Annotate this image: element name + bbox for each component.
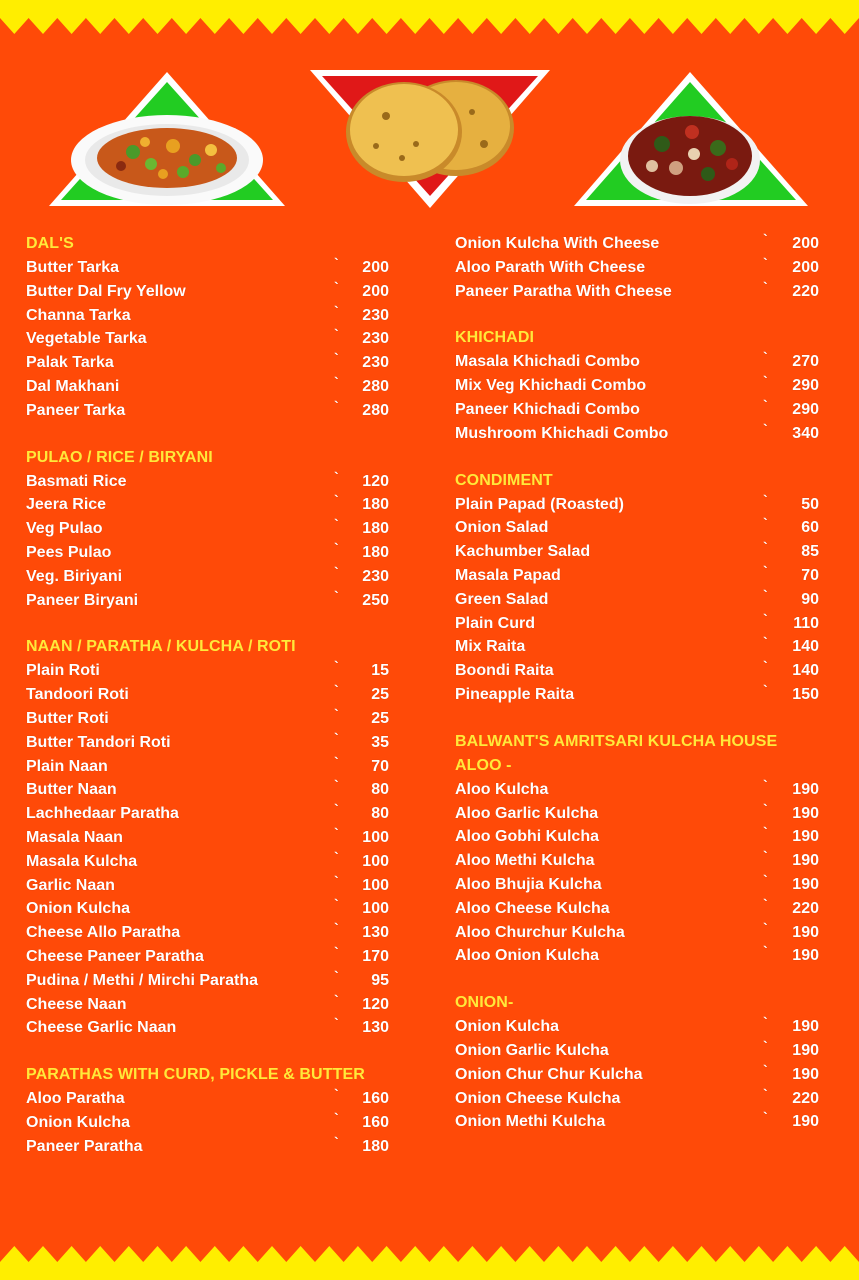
rupee-mark-icon: ` (334, 302, 339, 319)
rupee-mark-icon: ` (763, 396, 768, 413)
menu-item-name: Onion Chur Chur Kulcha (455, 1065, 643, 1083)
menu-item (455, 588, 835, 612)
menu-item-price: 180 (362, 496, 389, 514)
menu-item (26, 280, 406, 304)
menu-item-price: 190 (792, 852, 819, 870)
menu-item-price: 190 (792, 875, 819, 893)
menu-item-name: Aloo Cheese Kulcha (455, 899, 610, 917)
rupee-mark-icon: ` (334, 1086, 339, 1103)
menu-item-price: 140 (792, 662, 819, 680)
menu-item (26, 874, 406, 898)
menu-item (26, 541, 406, 565)
menu-item-name: Butter Dal Fry Yellow (26, 282, 186, 300)
menu-item-name: Green Salad (455, 590, 549, 608)
menu-item-name: Channa Tarka (26, 306, 131, 324)
rupee-mark-icon: ` (334, 1109, 339, 1126)
menu-section (455, 730, 835, 968)
menu-item-name: Plain Roti (26, 662, 100, 680)
menu-item-price: 80 (371, 805, 389, 823)
rupee-mark-icon: ` (763, 800, 768, 817)
menu-item (26, 707, 406, 731)
menu-item (26, 589, 406, 613)
menu-item (455, 493, 835, 517)
menu-section (26, 446, 406, 613)
menu-item-price: 220 (792, 1089, 819, 1107)
menu-item-name: Aloo Onion Kulcha (455, 947, 599, 965)
menu-item-price: 120 (362, 995, 389, 1013)
menu-item-name: Veg Pulao (26, 520, 103, 538)
menu-item (26, 565, 406, 589)
menu-item (455, 564, 835, 588)
rupee-mark-icon: ` (763, 254, 768, 271)
menu-item-name: Aloo Churchur Kulcha (455, 923, 625, 941)
rupee-mark-icon: ` (763, 1037, 768, 1054)
menu-item-name: Cheese Paneer Paratha (26, 947, 204, 965)
rupee-mark-icon: ` (334, 539, 339, 556)
menu-item (455, 683, 835, 707)
menu-item-price: 70 (371, 757, 389, 775)
rupee-mark-icon: ` (763, 1085, 768, 1102)
menu-item-price: 110 (793, 614, 819, 632)
menu-item-price: 95 (371, 971, 389, 989)
menu-item (26, 399, 406, 423)
menu-item-name: Tandoori Roti (26, 686, 129, 704)
menu-item-name: Paneer Biryani (26, 591, 139, 609)
stacked-parathas-icon (306, 66, 554, 212)
menu-item (455, 422, 835, 446)
menu-section (455, 326, 835, 445)
menu-item-price: 100 (362, 852, 389, 870)
menu-item-price: 170 (362, 947, 389, 965)
rupee-mark-icon: ` (334, 991, 339, 1008)
menu-item-name: Onion Kulcha (26, 900, 130, 918)
menu-item (26, 921, 406, 945)
menu-item (455, 350, 835, 374)
menu-item-price: 250 (362, 591, 389, 609)
menu-item-name: Butter Naan (26, 781, 117, 799)
rupee-mark-icon: ` (763, 658, 768, 675)
rupee-mark-icon: ` (334, 278, 339, 295)
menu-item-name: Plain Papad (Roasted) (455, 495, 624, 513)
menu-item (26, 826, 406, 850)
menu-item (26, 470, 406, 494)
menu-item-price: 140 (792, 638, 819, 656)
menu-item (455, 825, 835, 849)
menu-item-price: 130 (362, 924, 389, 942)
section-heading: KHICHADI (455, 329, 535, 347)
rupee-mark-icon: ` (763, 824, 768, 841)
menu-item (455, 1087, 835, 1111)
menu-item (455, 1039, 835, 1063)
menu-item (26, 993, 406, 1017)
rupee-mark-icon: ` (334, 1015, 339, 1032)
menu-item-price: 220 (792, 282, 819, 300)
menu-item (455, 635, 835, 659)
menu-item (455, 944, 835, 968)
rupee-mark-icon: ` (763, 1109, 768, 1126)
menu-item (26, 375, 406, 399)
menu-item-name: Basmati Rice (26, 472, 127, 490)
menu-item (26, 256, 406, 280)
menu-item-name: Masala Kulcha (26, 852, 138, 870)
menu-item (455, 540, 835, 564)
menu-item-name: Cheese Garlic Naan (26, 1019, 177, 1037)
menu-item-price: 150 (792, 685, 819, 703)
menu-item (455, 1063, 835, 1087)
menu-item (455, 280, 835, 304)
menu-item-price: 290 (792, 377, 819, 395)
menu-item (26, 1135, 406, 1159)
menu-item-name: Onion Kulcha With Cheese (455, 235, 660, 252)
menu-section (455, 991, 835, 1134)
menu-item-price: 200 (362, 282, 389, 300)
menu-item-name: Aloo Paratha (26, 1090, 125, 1108)
menu-item-price: 180 (362, 520, 389, 538)
rupee-mark-icon: ` (763, 871, 768, 888)
menu-item (455, 1110, 835, 1134)
menu-item (455, 516, 835, 540)
section-subheading: ALOO - (455, 756, 512, 774)
section-heading: PULAO / RICE / BIRYANI (26, 448, 213, 466)
menu-item-price: 180 (362, 543, 389, 561)
section-heading: NAAN / PARATHA / KULCHA / ROTI (26, 638, 296, 656)
menu-item-name: Aloo Methi Kulcha (455, 852, 595, 870)
menu-item-price: 230 (362, 567, 389, 585)
menu-left-column (26, 232, 406, 1159)
rupee-mark-icon: ` (334, 563, 339, 580)
rupee-mark-icon: ` (763, 231, 768, 247)
rupee-mark-icon: ` (334, 682, 339, 699)
mixed-vegetable-curry-plate-icon (45, 68, 290, 210)
menu-item (26, 755, 406, 779)
menu-section (26, 232, 406, 423)
menu-item (26, 304, 406, 328)
menu-item-price: 50 (801, 495, 819, 513)
rupee-mark-icon: ` (763, 919, 768, 936)
menu-item-price: 85 (801, 543, 819, 561)
rupee-mark-icon: ` (334, 397, 339, 414)
menu-section (455, 232, 835, 303)
rupee-mark-icon: ` (334, 350, 339, 367)
menu-item-price: 270 (792, 353, 819, 371)
menu-item (455, 1015, 835, 1039)
menu-item-price: 25 (371, 709, 389, 727)
menu-item (455, 374, 835, 398)
menu-item (455, 398, 835, 422)
menu-item-name: Butter Roti (26, 709, 109, 727)
menu-item-price: 190 (792, 780, 819, 798)
menu-item-price: 120 (362, 472, 389, 490)
menu-item-name: Paneer Khichadi Combo (455, 400, 640, 418)
rupee-mark-icon: ` (763, 539, 768, 556)
menu-item-price: 190 (792, 828, 819, 846)
menu-item (26, 517, 406, 541)
menu-item-price: 280 (362, 377, 389, 395)
menu-right-column (455, 232, 835, 1134)
rupee-mark-icon: ` (334, 373, 339, 390)
rupee-mark-icon: ` (334, 872, 339, 889)
menu-item-name: Garlic Naan (26, 876, 115, 894)
rupee-mark-icon: ` (763, 776, 768, 793)
menu-section (26, 635, 406, 1040)
menu-item (26, 683, 406, 707)
rupee-mark-icon: ` (334, 967, 339, 984)
menu-item-price: 180 (362, 1137, 389, 1155)
rupee-mark-icon: ` (763, 562, 768, 579)
menu-item-price: 25 (371, 686, 389, 704)
section-heading: BALWANT'S AMRITSARI KULCHA HOUSE (455, 732, 778, 750)
rupee-mark-icon: ` (334, 801, 339, 818)
rupee-mark-icon: ` (334, 777, 339, 794)
menu-item-name: Veg. Biriyani (26, 567, 123, 585)
chilli-paneer-plate-icon (572, 70, 812, 210)
menu-item-name: Boondi Raita (455, 662, 554, 680)
menu-item-price: 190 (792, 804, 819, 822)
menu-item-price: 100 (362, 828, 389, 846)
menu-item-price: 160 (362, 1090, 389, 1108)
menu-item-price: 190 (792, 1065, 819, 1083)
rupee-mark-icon: ` (763, 491, 768, 508)
menu-item-name: Onion Kulcha (455, 1018, 559, 1036)
rupee-mark-icon: ` (334, 658, 339, 675)
menu-item-name: Onion Cheese Kulcha (455, 1089, 621, 1107)
menu-item-name: Paneer Tarka (26, 401, 126, 419)
menu-item-name: Pineapple Raita (455, 685, 575, 703)
section-heading: PARATHAS WITH CURD, PICKLE & BUTTER (26, 1066, 365, 1084)
menu-item-price: 70 (801, 566, 819, 584)
rupee-mark-icon: ` (763, 586, 768, 603)
menu-item-name: Aloo Bhujia Kulcha (455, 875, 602, 893)
menu-item-name: Mix Raita (455, 638, 526, 656)
menu-item (455, 778, 835, 802)
menu-item (455, 921, 835, 945)
rupee-mark-icon: ` (763, 515, 768, 532)
rupee-mark-icon: ` (334, 848, 339, 865)
menu-item (26, 731, 406, 755)
menu-item-name: Pees Pulao (26, 543, 112, 561)
rupee-mark-icon: ` (334, 896, 339, 913)
menu-item (455, 802, 835, 826)
menu-item-name: Mix Veg Khichadi Combo (455, 377, 647, 395)
menu-item-name: Cheese Allo Paratha (26, 924, 181, 942)
menu-item-name: Masala Khichadi Combo (455, 353, 640, 371)
menu-item-price: 190 (792, 923, 819, 941)
top-zigzag-border (0, 0, 859, 40)
menu-item-price: 190 (792, 1018, 819, 1036)
rupee-mark-icon: ` (334, 587, 339, 604)
menu-item-price: 230 (362, 306, 389, 324)
menu-item (26, 493, 406, 517)
menu-item (455, 849, 835, 873)
menu-item (26, 897, 406, 921)
rupee-mark-icon: ` (763, 610, 768, 627)
menu-item-name: Onion Salad (455, 519, 549, 537)
menu-item-price: 200 (362, 259, 389, 276)
menu-item-price: 230 (362, 354, 389, 372)
menu-item-name: Cheese Naan (26, 995, 127, 1013)
menu-item (455, 897, 835, 921)
menu-item-name: Butter Tarka (26, 259, 120, 276)
menu-item-name: Mushroom Khichadi Combo (455, 424, 669, 442)
menu-item (26, 850, 406, 874)
rupee-mark-icon: ` (763, 848, 768, 865)
menu-item-price: 200 (792, 258, 819, 276)
menu-item (455, 659, 835, 683)
rupee-mark-icon: ` (334, 705, 339, 722)
menu-item (26, 327, 406, 351)
section-heading: CONDIMENT (455, 471, 553, 489)
rupee-mark-icon: ` (334, 255, 339, 271)
menu-item-name: Palak Tarka (26, 354, 114, 372)
rupee-mark-icon: ` (763, 278, 768, 295)
rupee-mark-icon: ` (334, 492, 339, 509)
menu-item-price: 190 (792, 947, 819, 965)
rupee-mark-icon: ` (334, 729, 339, 746)
menu-item (455, 232, 835, 256)
menu-item-name: Vegetable Tarka (26, 330, 147, 348)
menu-item-name: Paneer Paratha (26, 1137, 143, 1155)
menu-item-name: Masala Papad (455, 566, 561, 584)
menu-item (26, 1087, 406, 1111)
rupee-mark-icon: ` (763, 349, 768, 366)
menu-item (26, 351, 406, 375)
rupee-mark-icon: ` (334, 326, 339, 343)
rupee-mark-icon: ` (334, 516, 339, 533)
menu-item-name: Plain Naan (26, 757, 108, 775)
menu-item-price: 160 (362, 1113, 389, 1131)
menu-item-price: 130 (362, 1019, 389, 1037)
menu-item (455, 256, 835, 280)
menu-item (455, 612, 835, 636)
menu-item (26, 802, 406, 826)
menu-item-price: 220 (792, 899, 819, 917)
menu-item (26, 1016, 406, 1040)
rupee-mark-icon: ` (763, 681, 768, 698)
menu-item-name: Jeera Rice (26, 496, 107, 514)
menu-item (26, 659, 406, 683)
menu-item-name: Aloo Garlic Kulcha (455, 804, 599, 822)
section-heading: DAL'S (26, 235, 74, 252)
menu-item-price: 90 (801, 590, 819, 608)
menu-item-name: Aloo Parath With Cheese (455, 258, 646, 276)
menu-item-price: 190 (792, 1113, 819, 1131)
menu-item-name: Plain Curd (455, 614, 536, 632)
menu-item-name: Masala Naan (26, 828, 123, 846)
menu-section (455, 469, 835, 707)
menu-item (26, 969, 406, 993)
menu-item-price: 280 (362, 401, 389, 419)
menu-item-price: 15 (371, 662, 389, 680)
rupee-mark-icon: ` (763, 420, 768, 437)
menu-item-price: 200 (792, 235, 819, 252)
menu-item-price: 100 (362, 900, 389, 918)
menu-item-name: Onion Methi Kulcha (455, 1113, 606, 1131)
rupee-mark-icon: ` (763, 1061, 768, 1078)
rupee-mark-icon: ` (334, 920, 339, 937)
menu-item-price: 60 (801, 519, 819, 537)
menu-item-name: Onion Garlic Kulcha (455, 1041, 609, 1059)
menu-item-price: 80 (371, 781, 389, 799)
menu-item (26, 945, 406, 969)
menu-item-name: Aloo Gobhi Kulcha (455, 828, 599, 846)
menu-item-price: 100 (362, 876, 389, 894)
menu-item (26, 1111, 406, 1135)
menu-item (455, 873, 835, 897)
menu-item-name: Butter Tandori Roti (26, 733, 171, 751)
menu-item-price: 230 (362, 330, 389, 348)
menu-item-name: Aloo Kulcha (455, 780, 549, 798)
menu-item-name: Onion Kulcha (26, 1113, 130, 1131)
menu-item-price: 340 (792, 424, 819, 442)
menu-item-name: Lachhedaar Paratha (26, 805, 179, 823)
bottom-zigzag-border (0, 1240, 859, 1280)
rupee-mark-icon: ` (763, 1014, 768, 1031)
menu-item-name: Pudina / Methi / Mirchi Paratha (26, 971, 259, 989)
rupee-mark-icon: ` (763, 943, 768, 960)
rupee-mark-icon: ` (763, 634, 768, 651)
menu-item-name: Paneer Paratha With Cheese (455, 282, 672, 300)
rupee-mark-icon: ` (334, 1133, 339, 1150)
menu-item-price: 190 (792, 1041, 819, 1059)
rupee-mark-icon: ` (334, 753, 339, 770)
rupee-mark-icon: ` (334, 468, 339, 485)
menu-item-name: Kachumber Salad (455, 543, 591, 561)
rupee-mark-icon: ` (763, 895, 768, 912)
menu-item-price: 35 (371, 733, 389, 751)
menu-item (26, 778, 406, 802)
section-heading: ONION- (455, 994, 514, 1012)
menu-item-price: 290 (792, 400, 819, 418)
menu-section (26, 1063, 406, 1158)
rupee-mark-icon: ` (334, 943, 339, 960)
rupee-mark-icon: ` (334, 824, 339, 841)
menu-item-name: Dal Makhani (26, 377, 120, 395)
rupee-mark-icon: ` (763, 373, 768, 390)
